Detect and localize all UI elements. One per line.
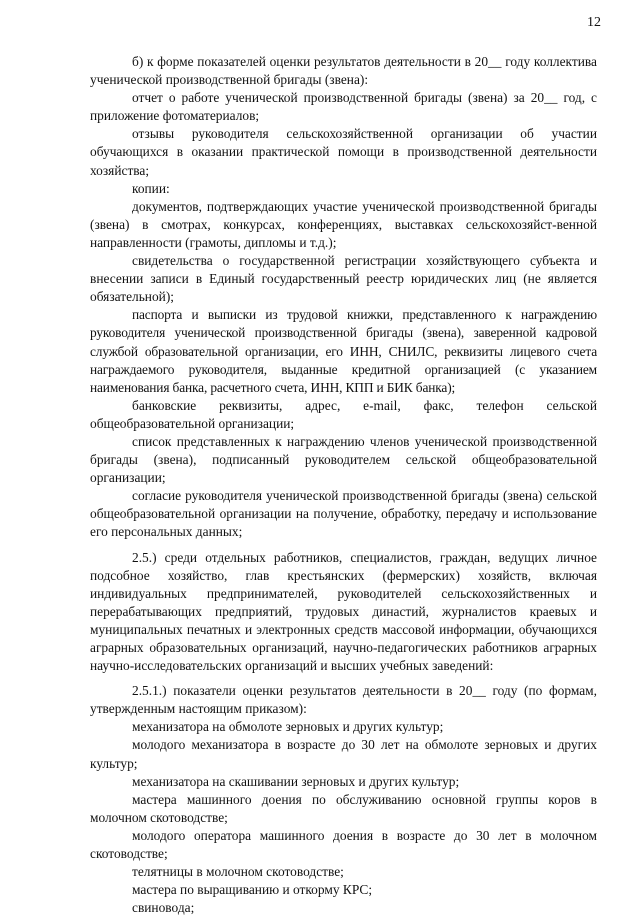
paragraph-manager-reviews: отзывы руководителя сельскохозяйственной организации об участии обучающихся в оказании практической помощи в производственной деятельности хозяйства; [90, 126, 597, 178]
paragraph-section-2-5: 2.5.) среди отдельных работников, специалистов, граждан, ведущих личное подсобное хозяйство, глав крестьянских (фермерских) хозяйств, включая индивидуальных предпринимателей, руководителей сельскохозяйственных и перерабатывающих предприятий, трудовых династий, журналистов краевых и муниципальных печатных и электронных средств массовой информации, обучающихся аграрных образовательных организаций, научно-педагогических работников аграрных научно-исследовательских организаций и высших учебных заведений: [90, 549, 597, 674]
list-item-mowing-operator: механизатора на скашивании зерновых и других культур; [132, 773, 460, 789]
paragraph-copies: копии: [132, 180, 170, 196]
paragraph-member-list: список представленных к награждению членов ученической производственной бригады (звена), подписанный руководителем сельской общеобразовательной организации; [90, 433, 597, 486]
paragraph-passport-extract: паспорта и выписки из трудовой книжки, представленного к награждению руководителя ученической производственной бригады (звена), заверенной кадровой службой образовательной организации, его ИНН, СНИЛС, реквизиты лицевого счета награждаемого руководителя, выданные кредитной организацией (с указанием наименования банка, расчетного счета, ИНН, КПП и БИК банка); [90, 307, 597, 395]
document-body [90, 53, 597, 917]
list-item-combine-operator: механизатора на обмолоте зерновых и других культур; [132, 719, 444, 735]
list-item-cattle-fattening-master: мастера по выращиванию и откорму КРС; [132, 882, 373, 898]
paragraph-registration-certificate: свидетельства о государственной регистрации хозяйствующего субъекта и внесении записи в Единый государственный реестр юридических лиц (не является обязательной); [90, 253, 597, 305]
list-item-young-milking-operator: молодого оператора машинного доения в возрасте до 30 лет в молочном скотоводстве; [90, 827, 597, 862]
paragraph-participation-documents: документов, подтверждающих участие ученической производственной бригады (звена) в смотрах, конкурсах, конференциях, выставках сельскохозяйст-венной направленности (грамоты, дипломы и т.д.); [90, 198, 597, 250]
page-number: 12 [587, 15, 601, 30]
list-item-milking-master: мастера машинного доения по обслуживанию основной группы коров в молочном скотоводстве; [90, 791, 597, 825]
list-item-calf-keeper: телятницы в молочном скотоводстве; [132, 864, 344, 880]
list-item-young-combine-operator: молодого механизатора в возрасте до 30 лет на обмолоте зерновых и других культур; [90, 737, 597, 771]
paragraph-form-b: б) к форме показателей оценки результатов деятельности в 20__ году коллектива ученической производственной бригады (звена): [90, 54, 597, 88]
paragraph-consent: согласие руководителя ученической производственной бригады (звена) сельской общеобразовательной организации на получение, обработку, передачу и использование его персональных данных; [90, 488, 597, 540]
paragraph-brigade-report: отчет о работе ученической производственной бригады (звена) за 20__ год, с приложение фотоматериалов; [90, 90, 597, 124]
paragraph-bank-details: банковские реквизиты, адрес, e-mail, факс, телефон сельской общеобразовательной организации; [90, 397, 597, 431]
list-item-pig-breeder: свиновода; [132, 900, 195, 916]
paragraph-section-2-5-1: 2.5.1.) показатели оценки результатов деятельности в 20__ году (по формам, утвержденным настоящим приказом): [90, 683, 597, 717]
